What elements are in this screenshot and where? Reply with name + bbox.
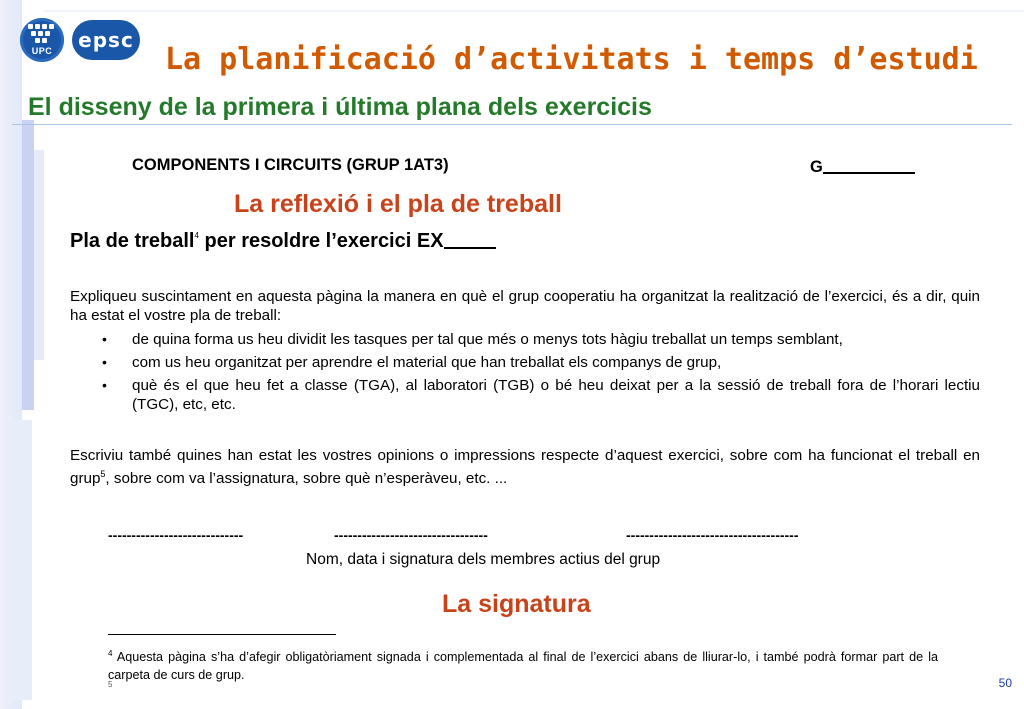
template-stripe [8,420,32,700]
footnote [108,645,938,684]
bullet-glyph: • [102,354,107,370]
bullet-list [70,330,980,418]
group-blank [823,156,915,174]
plan-heading-text: Pla de treball [70,230,195,252]
signature-caption: Nom, data i signatura dels membres actius del grup [306,551,661,568]
slide-title: La planificació d’activitats i temps d’estudi [165,42,978,77]
list-item [70,376,980,414]
plan-heading-rest: per resoldre l’exercici EX [198,230,444,252]
slide-subtitle: El disseny de la primera i última plana dels exercicis [28,93,652,121]
template-stripe [34,150,44,360]
epsc-logo: epsc [72,20,140,60]
page-number: 50 [998,676,1012,690]
course-heading: COMPONENTS I CIRCUITS (GRUP 1AT3) [132,156,449,174]
template-stripe [44,10,1024,12]
plan-heading [70,229,496,253]
intro-paragraph: Expliqueu suscintament en aquesta pàgina la manera en què el grup cooperatiu ha organitzat la realització de l’exercici, és a dir, quin ha estat el vostre pla de treball: [70,288,980,324]
upc-logo-text: UPC [31,46,53,56]
bullet-glyph: • [102,377,107,393]
list-item [70,353,980,372]
annotation-reflection: La reflexió i el pla de treball [234,190,562,218]
list-item-text: com us heu organitzat per aprendre el material que han treballat els companys de grup, [132,354,722,371]
outro-text-a: Escriviu també quines han estat les vostres opinions o impressions respecte d’aquest exercici, sobre com ha funcionat el treball en grup [70,447,980,487]
outro-paragraph [70,446,980,488]
footnote-number: 4 [108,649,113,658]
annotation-signature: La signatura [442,590,591,618]
signature-line: ------------------------------------- [626,527,799,543]
template-stripe [22,120,34,410]
footnote-cut: 5 [108,680,113,689]
outro-footnote-ref: 5 [100,469,106,479]
upc-logo [20,18,64,62]
footnote-divider [108,634,336,635]
footnote-text: Aquesta pàgina s’ha d’afegir obligatòriament signada i complementada al final de l’exercici abans de lliurar-lo, i també podrà formar part de la carpeta de curs de grup. [108,650,938,682]
exercise-blank [444,229,496,249]
group-label: G [810,158,823,176]
header-divider [12,124,1012,125]
signature-line: ----------------------------- [108,527,244,543]
outro-text-b: , sobre com va l’assignatura, sobre què n’esperàveu, etc. ... [105,470,508,487]
group-field [810,156,915,177]
list-item [70,330,980,349]
list-item-text: què és el que heu fet a classe (TGA), al laboratori (TGB) o bé heu deixat per a la sessió de treball fora de l’horari lectiu (TGC), etc, etc. [132,377,980,413]
plan-footnote-ref: 4 [194,231,199,240]
bullet-glyph: • [102,331,107,347]
signature-line: --------------------------------- [334,527,488,543]
list-item-text: de quina forma us heu dividit les tasques per tal que més o menys tots hàgiu treballat un temps semblant, [132,331,843,348]
